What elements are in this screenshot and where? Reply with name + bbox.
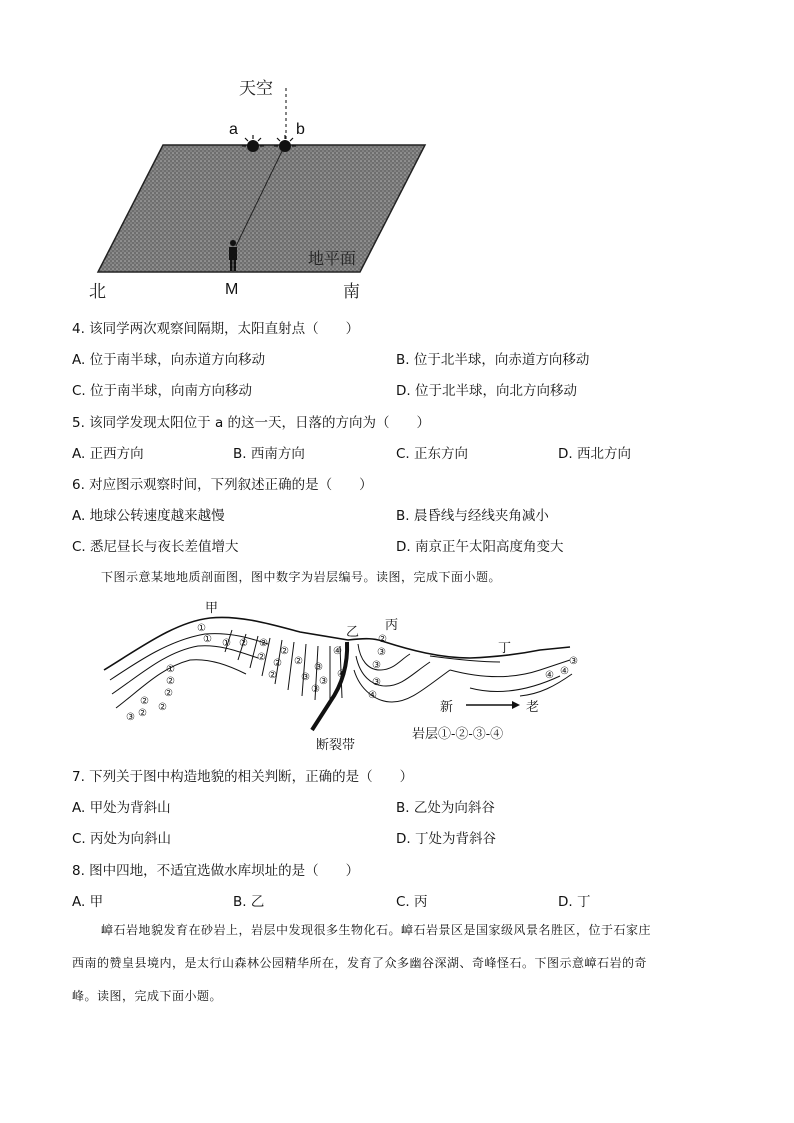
layer-number: ② bbox=[268, 670, 277, 681]
question-stem: 4. 该同学两次观察间隔期，太阳直射点（ ） bbox=[72, 321, 360, 337]
layer-number: ② bbox=[166, 676, 175, 687]
question-stem: 8. 图中四地，不适宜选做水库坝址的是（ ） bbox=[72, 863, 360, 879]
option-b: B. 西南方向 bbox=[233, 446, 305, 462]
fault-label: 断裂带 bbox=[316, 738, 356, 753]
option-a: A. 地球公转速度越来越慢 bbox=[72, 508, 225, 524]
south-label: 南 bbox=[343, 282, 360, 302]
option-a: A. 甲处为背斜山 bbox=[72, 800, 171, 816]
legend-layers-label: 岩层①-②-③-④ bbox=[412, 727, 504, 742]
ding-label: 丁 bbox=[498, 641, 512, 656]
sun-path-diagram bbox=[0, 0, 794, 310]
intro-line: 嶂石岩地貌发育在砂岩上，岩层中发现很多生物化石。嶂石岩景区是国家级风景名胜区，位于石家庄 bbox=[101, 923, 652, 937]
sun-a-label: a bbox=[229, 121, 238, 138]
layer-number: ④ bbox=[337, 669, 346, 680]
legend-new-label: 新 bbox=[440, 700, 454, 715]
jia-label: 甲 bbox=[205, 601, 219, 616]
layer-number: ① bbox=[203, 634, 212, 645]
yi-label: 乙 bbox=[346, 625, 360, 640]
question-stem: 5. 该同学发现太阳位于 a 的这一天，日落的方向为（ ） bbox=[72, 415, 431, 431]
horizon-plane bbox=[98, 145, 425, 272]
intro-line: 西南的赞皇县境内，是太行山森林公园精华所在，发育了众多幽谷深湖、奇峰怪石。下图示意嶂石岩的奇 bbox=[72, 956, 648, 970]
intro-line: 峰。读图，完成下面小题。 bbox=[72, 989, 223, 1003]
sun-path-figure bbox=[0, 0, 794, 310]
option-d: D. 丁处为背斜谷 bbox=[396, 831, 496, 847]
legend-old-label: 老 bbox=[526, 700, 540, 715]
option-b: B. 位于北半球，向赤道方向移动 bbox=[396, 352, 590, 368]
layer-number: ② bbox=[378, 634, 387, 645]
layer-number: ① bbox=[222, 638, 231, 649]
layer-number: ① bbox=[197, 623, 206, 634]
option-d: D. 南京正午太阳高度角变大 bbox=[396, 539, 564, 555]
north-label: 北 bbox=[89, 282, 106, 302]
layer-number: ② bbox=[257, 652, 266, 663]
sun-b-label: b bbox=[296, 121, 305, 138]
option-a: A. 位于南半球，向赤道方向移动 bbox=[72, 352, 266, 368]
observer-label: M bbox=[225, 281, 239, 298]
bing-label: 丙 bbox=[385, 618, 399, 633]
layer-number: ③ bbox=[301, 672, 310, 683]
layer-number: ② bbox=[280, 646, 289, 657]
layer-number: ① bbox=[166, 664, 175, 675]
option-a: A. 正西方向 bbox=[72, 446, 144, 462]
layer-number: ③ bbox=[314, 662, 323, 673]
option-b: B. 乙 bbox=[233, 894, 265, 910]
option-b: B. 乙处为向斜谷 bbox=[396, 800, 495, 816]
layer-number: ② bbox=[164, 688, 173, 699]
layer-number: ② bbox=[158, 702, 167, 713]
sky-label: 天空 bbox=[239, 79, 273, 99]
layer-number: ④ bbox=[560, 666, 569, 677]
layer-number: ② bbox=[138, 708, 147, 719]
layer-number: ④ bbox=[333, 646, 342, 657]
layer-number: ④ bbox=[368, 690, 377, 701]
layer-number: ② bbox=[259, 638, 268, 649]
geology-profile-figure bbox=[0, 590, 794, 760]
layer-number: ② bbox=[273, 658, 282, 669]
layer-number: ③ bbox=[311, 684, 320, 695]
option-d: D. 位于北半球，向北方向移动 bbox=[396, 383, 577, 399]
intro-geology: 下图示意某地地质剖面图，图中数字为岩层编号。读图，完成下面小题。 bbox=[101, 570, 502, 584]
option-b: B. 晨昏线与经线夹角减小 bbox=[396, 508, 549, 524]
option-c: C. 位于南半球，向南方向移动 bbox=[72, 383, 253, 399]
option-c: C. 正东方向 bbox=[396, 446, 469, 462]
layer-number: ② bbox=[294, 656, 303, 667]
option-d: D. 西北方向 bbox=[558, 446, 631, 462]
layer-number: ③ bbox=[126, 712, 135, 723]
horizon-label: 地平面 bbox=[308, 249, 357, 268]
question-stem: 7. 下列关于图中构造地貌的相关判断，正确的是（ ） bbox=[72, 769, 414, 785]
layer-number: ② bbox=[140, 696, 149, 707]
option-d: D. 丁 bbox=[558, 894, 591, 910]
layer-number: ④ bbox=[545, 670, 554, 681]
layer-number: ③ bbox=[319, 676, 328, 687]
option-c: C. 悉尼昼长与夜长差值增大 bbox=[72, 539, 239, 555]
question-stem: 6. 对应图示观察时间，下列叙述正确的是（ ） bbox=[72, 477, 373, 493]
layer-number: ③ bbox=[372, 660, 381, 671]
option-c: C. 丙处为向斜山 bbox=[72, 831, 172, 847]
layer-number: ② bbox=[239, 638, 248, 649]
layer-number: ③ bbox=[372, 677, 381, 688]
layer-number: ③ bbox=[377, 647, 386, 658]
option-c: C. 丙 bbox=[396, 894, 428, 910]
layer-number: ③ bbox=[569, 656, 578, 667]
option-a: A. 甲 bbox=[72, 894, 104, 910]
